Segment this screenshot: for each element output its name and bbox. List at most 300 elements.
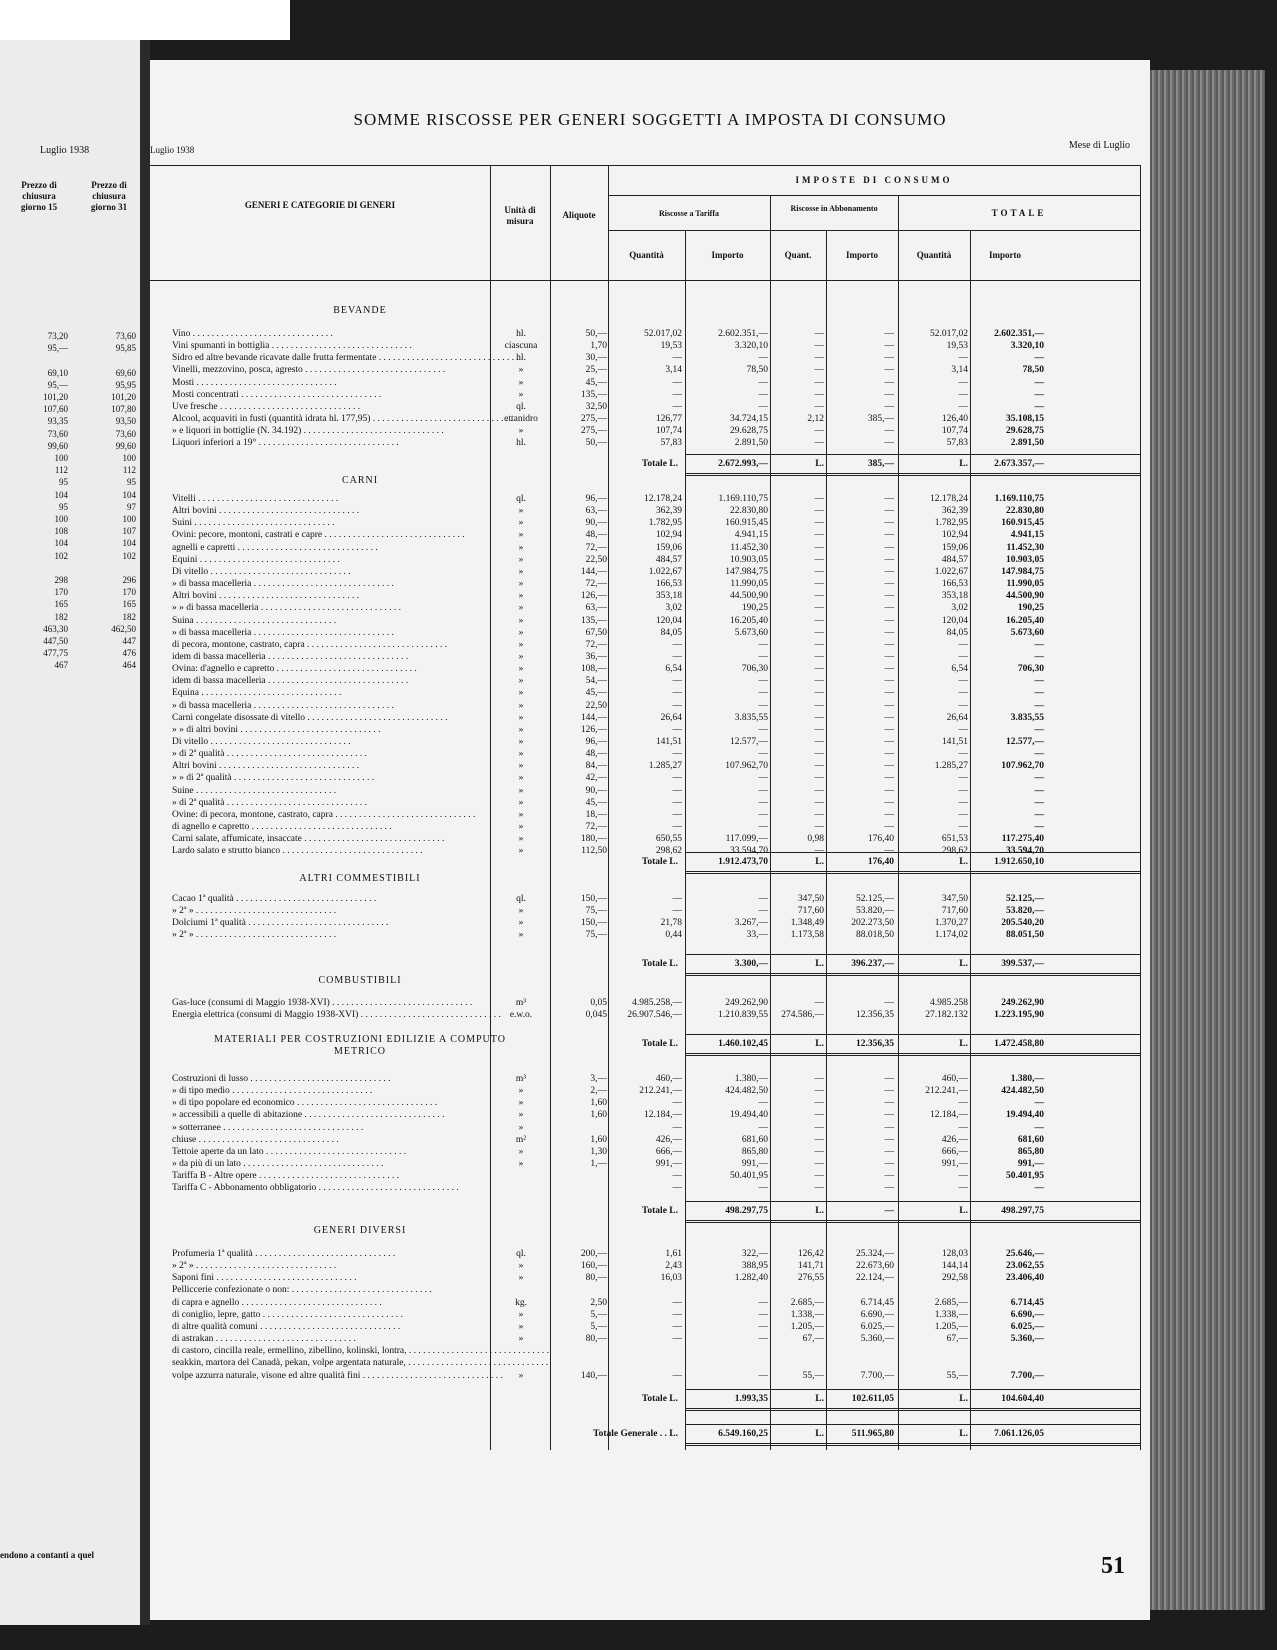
cell-totale-importo: 117.275,40 — [1001, 834, 1044, 845]
cell-aliquota: 1,— — [590, 1159, 607, 1170]
cell-tariffa-quantita: 19,53 — [660, 341, 682, 352]
cell-unita: » — [518, 797, 524, 808]
cell-genere: seakkin, martora del Canadà, pekan, volpe argentata naturale, . . . . . . . . . . . . . . . . . . . . . . . . . . . . . . — [172, 1358, 549, 1369]
cell-genere: Mosti . . . . . . . . . . . . . . . . . . . . . . . . . . . . . . — [172, 377, 337, 388]
cell-unita: » — [518, 761, 524, 772]
cell-aliquota: 2,— — [590, 1086, 607, 1097]
total-label: Totale L. — [641, 459, 678, 469]
cell-genere: Ovina: d'agnello e capretto . . . . . . . . . . . . . . . . . . . . . . . . . . . . . . — [172, 664, 417, 675]
left-col2-value: 296 — [122, 575, 136, 586]
cell-tariffa-quantita: 6,54 — [665, 664, 682, 675]
cell-unita: » — [518, 846, 524, 857]
cell-totale-quantita: 212.241,— — [925, 1086, 968, 1097]
cell-abbonamento-importo: 6.714,45 — [860, 1297, 894, 1308]
left-col-header-2: Prezzo di chiusura giorno 31 — [90, 180, 128, 212]
cell-tariffa-quantita: 460,— — [655, 1074, 682, 1084]
cell-totale-importo: — — [1034, 1183, 1044, 1194]
cell-abbonamento-importo: — — [884, 1074, 894, 1084]
left-col2-value: 95,85 — [115, 343, 136, 354]
cell-unita: » — [518, 1159, 524, 1170]
cell-tariffa-quantita: — — [672, 1183, 682, 1194]
cell-unita: » — [518, 809, 524, 820]
cell-unita: » — [518, 700, 524, 711]
cell-abbonamento-quantita: — — [814, 554, 824, 565]
cell-totale-quantita: — — [958, 724, 968, 735]
cell-totale-quantita: 12.178,24 — [930, 494, 968, 504]
cell-unita: » — [518, 918, 524, 929]
cell-totale-quantita: — — [958, 1171, 968, 1182]
table-row — [150, 760, 1150, 772]
cell-abbonamento-quantita: — — [814, 822, 824, 833]
table-row — [150, 627, 1150, 639]
left-col1-value: 463,30 — [43, 623, 68, 634]
total-tariffa: 6.549.160,25 — [718, 1429, 768, 1439]
table-row — [150, 1321, 1150, 1333]
cell-aliquota: 50,— — [585, 438, 607, 449]
cell-totale-importo: — — [1034, 724, 1044, 735]
cell-tariffa-quantita: — — [672, 894, 682, 904]
cell-abbonamento-importo: — — [884, 518, 894, 529]
right-page — [150, 60, 1150, 1620]
cell-abbonamento-importo: — — [884, 426, 894, 437]
table-row — [150, 328, 1150, 340]
table-row — [150, 554, 1150, 566]
cell-totale-importo: — — [1034, 773, 1044, 784]
cell-abbonamento-importo: — — [884, 377, 894, 388]
cell-totale-quantita: 67,— — [946, 1334, 968, 1345]
cell-abbonamento-importo: — — [884, 1146, 894, 1157]
cell-totale-quantita: — — [958, 700, 968, 711]
cell-genere: » e liquori in bottiglie (N. 34.192) . . . . . . . . . . . . . . . . . . . . . . . . . . . . . . — [172, 426, 444, 437]
cell-abbonamento-importo: — — [884, 627, 894, 638]
cell-totale-importo: 44.500,90 — [1006, 591, 1044, 602]
cell-totale-quantita: 126,40 — [941, 414, 968, 425]
table-row — [150, 997, 1150, 1009]
table-row — [150, 542, 1150, 554]
cell-abbonamento-importo: 7.700,— — [860, 1370, 894, 1381]
cell-unita: » — [518, 676, 524, 687]
cell-genere: » accessibili a quelle di abitazione . . . . . . . . . . . . . . . . . . . . . . . . . . . . . . — [172, 1110, 445, 1121]
cell-aliquota: 22,50 — [585, 700, 607, 711]
cell-aliquota: 63,— — [585, 506, 607, 517]
left-col1-value: 447,50 — [43, 636, 68, 647]
cell-totale-importo: — — [1034, 749, 1044, 760]
cell-genere: » » di altri bovini . . . . . . . . . . . . . . . . . . . . . . . . . . . . . . — [172, 724, 381, 735]
cell-totale-quantita: 6,54 — [951, 664, 968, 675]
table-row — [150, 1345, 1150, 1357]
left-col2-value: 102 — [122, 550, 136, 561]
cell-tariffa-quantita: — — [672, 700, 682, 711]
cell-tariffa-quantita: 4.985.258,— — [632, 998, 682, 1008]
cell-abbonamento-importo: — — [884, 797, 894, 808]
cell-totale-importo: — — [1034, 377, 1044, 388]
cell-tariffa-quantita: 353,18 — [655, 591, 682, 602]
cell-genere: agnelli e capretti . . . . . . . . . . . . . . . . . . . . . . . . . . . . . . — [172, 542, 378, 553]
table-row — [150, 700, 1150, 712]
cell-aliquota: 63,— — [585, 603, 607, 614]
left-col2-value: 73,60 — [115, 428, 136, 439]
cell-totale-quantita: — — [958, 1183, 968, 1194]
cell-totale-importo: — — [1034, 401, 1044, 412]
cell-totale-importo: 1.380,— — [1010, 1074, 1044, 1084]
cell-genere: Profumeria 1ª qualità . . . . . . . . . . . . . . . . . . . . . . . . . . . . . . — [172, 1249, 396, 1259]
cell-aliquota: 1,70 — [590, 341, 607, 352]
cell-unita: ql. — [516, 401, 526, 412]
cell-totale-importo: 11.990,05 — [1006, 579, 1044, 590]
cell-tariffa-importo: 706,30 — [741, 664, 768, 675]
left-col2-value: 170 — [122, 587, 136, 598]
table-row — [150, 929, 1150, 941]
cell-unita: m³ — [515, 998, 527, 1008]
cell-genere: Altri bovini . . . . . . . . . . . . . . . . . . . . . . . . . . . . . . — [172, 761, 360, 772]
cell-unita: » — [518, 749, 524, 760]
total-totale: 7.061.126,05 — [994, 1429, 1044, 1439]
total-abb-currency: L. — [815, 1039, 824, 1049]
cell-genere: di pecora, montone, castrato, capra . . . . . . . . . . . . . . . . . . . . . . . . . . . . . . — [172, 639, 448, 650]
cell-totale-importo: 160.915,45 — [1001, 518, 1044, 529]
cell-genere: di castoro, cincilla reale, ermellino, zibellino, kolinski, lontra, . . . . . . . . . . . . . . . . . . . . . . . . . . . . . . — [172, 1346, 550, 1357]
cell-tariffa-quantita: — — [672, 1122, 682, 1133]
cell-abbonamento-importo: — — [884, 700, 894, 711]
table-row — [150, 1357, 1150, 1369]
cell-unita: kg. — [515, 1297, 527, 1308]
left-col1-value: 95 — [59, 477, 68, 488]
left-col2-value: 101,20 — [111, 392, 136, 403]
cell-tariffa-quantita: 3,02 — [665, 603, 682, 614]
left-col2-value: 100 — [122, 453, 136, 464]
cell-totale-importo: 5.360,— — [1010, 1334, 1044, 1345]
cell-totale-importo: 5.673,60 — [1010, 627, 1044, 638]
cell-abbonamento-quantita: — — [814, 377, 824, 388]
cell-unita: » — [518, 930, 524, 941]
table-row — [150, 578, 1150, 590]
left-page-header: Luglio 1938 — [40, 145, 90, 156]
cell-genere: » sotterranee . . . . . . . . . . . . . . . . . . . . . . . . . . . . . . — [172, 1122, 364, 1133]
left-col1-value: 108 — [54, 526, 68, 537]
cell-unita: » — [518, 554, 524, 565]
cell-tariffa-quantita: — — [672, 1171, 682, 1182]
cell-tariffa-quantita: — — [672, 1334, 682, 1345]
cell-totale-importo: — — [1034, 639, 1044, 650]
cell-totale-importo: 2.891,50 — [1010, 438, 1044, 449]
cell-tariffa-importo: 1.169.110,75 — [718, 494, 768, 504]
cell-tariffa-importo: 10.903,05 — [730, 554, 768, 565]
cell-unita: m³ — [515, 1074, 527, 1084]
table-row — [150, 893, 1150, 905]
cell-tariffa-importo: — — [758, 724, 768, 735]
cell-genere: Lardo salato e strutto bianco . . . . . . . . . . . . . . . . . . . . . . . . . . . . . . — [172, 846, 423, 857]
cell-genere: Ovine: di pecora, montone, castrato, capra . . . . . . . . . . . . . . . . . . . . . . . . . . . . . . — [172, 809, 476, 820]
cell-abbonamento-quantita: — — [814, 1110, 824, 1121]
cell-aliquota: 96,— — [585, 494, 607, 504]
table-row — [150, 712, 1150, 724]
cell-totale-quantita: 991,— — [941, 1159, 968, 1170]
cell-tariffa-quantita: 166,53 — [655, 579, 682, 590]
table-row — [150, 772, 1150, 784]
cell-genere: Dolciumi 1ª qualità . . . . . . . . . . . . . . . . . . . . . . . . . . . . . . — [172, 918, 389, 929]
cell-aliquota: 90,— — [585, 785, 607, 796]
table-row — [150, 1297, 1150, 1309]
left-col1-value: 100 — [54, 453, 68, 464]
cell-tariffa-quantita: 426,— — [655, 1134, 682, 1145]
cell-totale-importo: — — [1034, 822, 1044, 833]
left-col1-value: 477,75 — [43, 648, 68, 659]
cell-abbonamento-quantita: — — [814, 579, 824, 590]
cell-genere: Carni congelate disossate di vitello . . . . . . . . . . . . . . . . . . . . . . . . . . . . . . — [172, 712, 448, 723]
total-label: Totale L. — [641, 1206, 678, 1216]
cell-abbonamento-quantita: — — [814, 627, 824, 638]
table-row — [150, 748, 1150, 760]
cell-tariffa-importo: — — [758, 688, 768, 699]
cell-totale-importo: 7.700,— — [1010, 1370, 1044, 1381]
left-col1-value: 298 — [54, 575, 68, 586]
cell-totale-importo: 33.594,70 — [1006, 846, 1044, 857]
page-title: SOMME RISCOSSE PER GENERI SOGGETTI A IMPOSTA DI CONSUMO — [353, 110, 947, 129]
cell-abbonamento-importo: — — [884, 846, 894, 857]
cell-unita: » — [518, 603, 524, 614]
cell-abbonamento-importo: — — [884, 651, 894, 662]
cell-tariffa-quantita: 484,57 — [655, 554, 682, 565]
cell-totale-quantita: 144,14 — [941, 1261, 968, 1272]
header-quantita-3: Quantità — [916, 250, 952, 260]
total-abb-currency: L. — [815, 1429, 824, 1439]
cell-genere: di coniglio, lepre, gatto . . . . . . . . . . . . . . . . . . . . . . . . . . . . . . — [172, 1309, 403, 1320]
cell-tariffa-importo: — — [758, 1122, 768, 1133]
cell-aliquota: 275,— — [580, 426, 607, 437]
cell-abbonamento-quantita: — — [814, 389, 824, 400]
table-row — [150, 364, 1150, 376]
total-abb-currency: L. — [815, 459, 824, 469]
left-col2-value: 97 — [127, 501, 136, 512]
cell-abbonamento-importo: 176,40 — [867, 834, 894, 845]
cell-totale-importo: 6.025,— — [1010, 1321, 1044, 1332]
table-row — [150, 1158, 1150, 1170]
cell-totale-quantita: — — [958, 822, 968, 833]
cell-totale-importo: 4.941,15 — [1010, 530, 1044, 541]
cell-genere: » da più di un lato . . . . . . . . . . . . . . . . . . . . . . . . . . . . . . — [172, 1159, 384, 1170]
cell-aliquota: 67,50 — [585, 627, 607, 638]
cell-tariffa-importo: — — [758, 785, 768, 796]
cell-unita: ql. — [516, 494, 526, 504]
cell-abbonamento-importo: — — [884, 329, 894, 339]
cell-tariffa-importo: 865,80 — [741, 1146, 768, 1157]
cell-tariffa-quantita: 2,43 — [665, 1261, 682, 1272]
cell-abbonamento-importo: — — [884, 1098, 894, 1109]
cell-aliquota: 144,— — [580, 712, 607, 723]
cell-tariffa-quantita: 1,61 — [665, 1249, 682, 1259]
cell-abbonamento-importo: 202.273,50 — [851, 918, 894, 929]
cell-tariffa-quantita: 666,— — [655, 1146, 682, 1157]
cell-aliquota: 1,60 — [590, 1134, 607, 1145]
table-row — [150, 1134, 1150, 1146]
total-abb-currency: L. — [815, 959, 824, 969]
cell-totale-quantita: 292,58 — [941, 1273, 968, 1284]
cell-abbonamento-quantita: — — [814, 712, 824, 723]
cell-abbonamento-importo: — — [884, 579, 894, 590]
cell-tariffa-quantita: — — [672, 1297, 682, 1308]
cell-unita: » — [518, 591, 524, 602]
cell-unita: » — [518, 1370, 524, 1381]
cell-totale-quantita: 12.184,— — [930, 1110, 968, 1121]
cell-unita: » — [518, 639, 524, 650]
cell-abbonamento-importo: — — [884, 1183, 894, 1194]
cell-genere: Ovini: pecore, montoni, castrati e capre . . . . . . . . . . . . . . . . . . . . . . . . . . . . . . — [172, 530, 465, 541]
total-tot-currency: L. — [959, 959, 968, 969]
cell-totale-importo: — — [1034, 1122, 1044, 1133]
cell-totale-importo: — — [1034, 809, 1044, 820]
cell-totale-quantita: 107,74 — [941, 426, 968, 437]
cell-abbonamento-importo: — — [884, 737, 894, 747]
cell-tariffa-quantita: — — [672, 389, 682, 400]
cell-aliquota: 30,— — [585, 353, 607, 364]
cell-abbonamento-importo: — — [884, 761, 894, 772]
cell-genere: » di bassa macelleria . . . . . . . . . . . . . . . . . . . . . . . . . . . . . . — [172, 627, 394, 638]
section-bevande: BEVANDE — [333, 305, 387, 316]
cell-tariffa-quantita: — — [672, 785, 682, 796]
total-totale: 104.604,40 — [1001, 1394, 1044, 1404]
cell-tariffa-importo: — — [758, 389, 768, 400]
section-combustibili: COMBUSTIBILI — [318, 975, 402, 986]
cell-genere: Vinelli, mezzovino, posca, agresto . . . . . . . . . . . . . . . . . . . . . . . . . . . . . . — [172, 365, 446, 376]
cell-aliquota: 150,— — [580, 918, 607, 929]
cell-totale-importo: 3.835,55 — [1010, 712, 1044, 723]
left-col1-value: 95 — [59, 501, 68, 512]
cell-genere: Equina . . . . . . . . . . . . . . . . . . . . . . . . . . . . . . — [172, 688, 342, 699]
cell-totale-quantita: — — [958, 809, 968, 820]
cell-totale-quantita: 120,04 — [941, 615, 968, 626]
cell-tariffa-importo: 3.835,55 — [734, 712, 768, 723]
table-row — [150, 1370, 1150, 1382]
cell-tariffa-quantita: — — [672, 639, 682, 650]
cell-abbonamento-quantita: — — [814, 1183, 824, 1194]
left-col2-value: 182 — [122, 611, 136, 622]
cell-abbonamento-importo: — — [884, 676, 894, 687]
cell-totale-quantita: 1.370,27 — [934, 918, 968, 929]
table-row — [150, 389, 1150, 401]
left-col2-value: 95 — [127, 477, 136, 488]
left-col2-value: 95,95 — [115, 379, 136, 390]
cell-tariffa-quantita: 16,03 — [660, 1273, 682, 1284]
total-tot-currency: L. — [959, 1206, 968, 1216]
cell-tariffa-quantita: 212.241,— — [639, 1086, 682, 1097]
cell-aliquota: 32,50 — [585, 401, 607, 412]
cell-genere: Tettoie aperte da un lato . . . . . . . . . . . . . . . . . . . . . . . . . . . . . . — [172, 1146, 407, 1157]
cell-tariffa-importo: 3.320,10 — [734, 341, 768, 352]
cell-tariffa-quantita: 991,— — [655, 1159, 682, 1170]
cell-totale-quantita: 102,94 — [941, 530, 968, 541]
cell-tariffa-importo: 50.401,95 — [730, 1171, 768, 1182]
cell-tariffa-quantita: 107,74 — [655, 426, 682, 437]
cell-abbonamento-quantita: 1.173,58 — [790, 930, 824, 941]
cell-abbonamento-quantita: — — [814, 494, 824, 504]
cell-genere: Sidro ed altre bevande ricavate dalle frutta fermentate . . . . . . . . . . . . . . . . . . . . . . . . . . . . . . — [172, 353, 519, 364]
cell-genere: Costruzioni di lusso . . . . . . . . . . . . . . . . . . . . . . . . . . . . . . — [172, 1074, 391, 1084]
cell-totale-importo: 681,60 — [1017, 1134, 1044, 1145]
cell-tariffa-importo: 1.282,40 — [734, 1273, 768, 1284]
cell-unita: » — [518, 1334, 524, 1345]
cell-tariffa-importo: — — [758, 1309, 768, 1320]
cell-abbonamento-quantita: 0,98 — [807, 834, 824, 845]
cell-aliquota: 90,— — [585, 518, 607, 529]
cell-totale-importo: 16.205,40 — [1006, 615, 1044, 626]
cell-abbonamento-importo: — — [884, 664, 894, 675]
table-row — [150, 566, 1150, 578]
cell-tariffa-importo: 22.830,80 — [730, 506, 768, 517]
cell-totale-importo: — — [1034, 785, 1044, 796]
cell-aliquota: 135,— — [580, 389, 607, 400]
left-col1-value: 112 — [54, 465, 68, 476]
cell-totale-importo: 865,80 — [1017, 1146, 1044, 1157]
cell-abbonamento-importo: — — [884, 773, 894, 784]
cell-unita: » — [518, 542, 524, 553]
cell-totale-quantita: 1.205,— — [934, 1321, 968, 1332]
cell-abbonamento-quantita: — — [814, 615, 824, 626]
cell-genere: » 2ª » . . . . . . . . . . . . . . . . . . . . . . . . . . . . . . — [172, 1261, 337, 1272]
cell-unita: » — [518, 1309, 524, 1320]
left-col2-value: 73,60 — [115, 331, 136, 341]
total-abbonamento: — — [884, 1206, 894, 1216]
book-page-edges — [1150, 70, 1265, 1610]
section-altri-commestibili: ALTRI COMMESTIBILI — [299, 873, 421, 884]
cell-genere: idem di bassa macelleria . . . . . . . . . . . . . . . . . . . . . . . . . . . . . . — [172, 676, 409, 687]
cell-abbonamento-quantita: — — [814, 688, 824, 699]
cell-totale-quantita: — — [958, 401, 968, 412]
cell-totale-quantita: 3,02 — [951, 603, 968, 614]
cell-abbonamento-importo: 53.820,— — [856, 906, 894, 917]
cell-totale-quantita: 19,53 — [946, 341, 968, 352]
total-row — [150, 856, 1150, 868]
left-col1-value: 104 — [54, 489, 68, 500]
cell-totale-quantita: 84,05 — [946, 627, 968, 638]
table-row — [150, 1009, 1150, 1021]
cell-genere: » di 2ª qualità . . . . . . . . . . . . . . . . . . . . . . . . . . . . . . — [172, 797, 367, 808]
cell-abbonamento-quantita: — — [814, 846, 824, 857]
cell-totale-quantita: 460,— — [941, 1074, 968, 1084]
cell-tariffa-importo: — — [758, 1098, 768, 1109]
cell-abbonamento-quantita: — — [814, 639, 824, 650]
cell-tariffa-quantita: 1.782,95 — [648, 518, 682, 529]
cell-genere: volpe azzurra naturale, visone ed altre qualità fini . . . . . . . . . . . . . . . . . . . . . . . . . . . . . . — [172, 1370, 503, 1381]
total-abbonamento: 511.965,80 — [851, 1429, 894, 1439]
cell-tariffa-importo: 991,— — [741, 1159, 768, 1170]
cell-tariffa-importo: — — [758, 700, 768, 711]
section-generi-diversi: GENERI DIVERSI — [313, 1225, 407, 1236]
cell-abbonamento-importo: — — [884, 998, 894, 1008]
cell-genere: Di vitello . . . . . . . . . . . . . . . . . . . . . . . . . . . . . . — [172, 737, 351, 747]
cell-totale-importo: 706,30 — [1017, 664, 1044, 675]
cell-tariffa-quantita: 26.907.546,— — [627, 1010, 682, 1021]
cell-tariffa-importo: 424.482,50 — [725, 1086, 768, 1097]
header-totale: TOTALE — [991, 208, 1047, 218]
cell-abbonamento-importo: 5.360,— — [860, 1334, 894, 1345]
book-gutter — [140, 40, 150, 1625]
cell-totale-importo: 991,— — [1017, 1159, 1044, 1170]
cell-abbonamento-importo: — — [884, 591, 894, 602]
cell-tariffa-importo: 19.494,40 — [730, 1110, 768, 1121]
left-col1-value: 93,35 — [47, 416, 68, 427]
top-margin — [0, 0, 290, 40]
cell-tariffa-quantita: 120,04 — [655, 615, 682, 626]
cell-unita: » — [518, 506, 524, 517]
cell-abbonamento-importo: 6.690,— — [860, 1309, 894, 1320]
cell-tariffa-importo: 249.262,90 — [725, 998, 768, 1008]
cell-totale-importo: 22.830,80 — [1006, 506, 1044, 517]
cell-tariffa-importo: 11.990,05 — [730, 579, 768, 590]
cell-unita: ciascuna — [504, 341, 538, 352]
cell-tariffa-quantita: — — [672, 676, 682, 687]
cell-totale-quantita: 426,— — [941, 1134, 968, 1145]
cell-aliquota: 5,— — [590, 1309, 607, 1320]
